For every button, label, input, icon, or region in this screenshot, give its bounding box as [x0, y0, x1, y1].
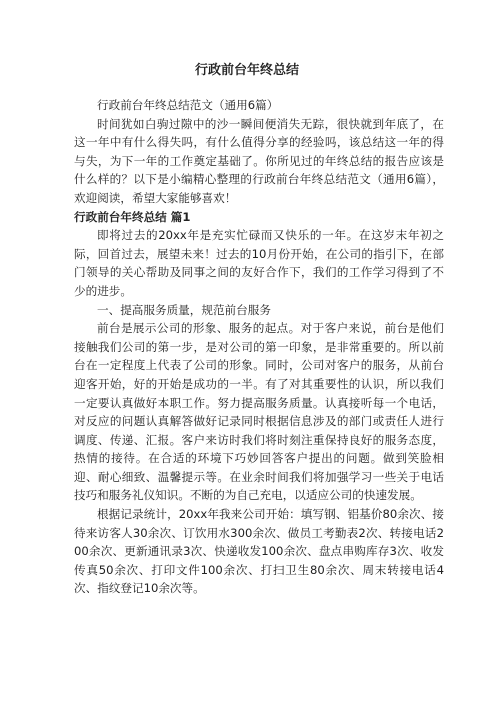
body-paragraph: 即将过去的20xx年是充实忙碌而又快乐的一年。在这岁末年初之际，回首过去，展望未来！过去的10月份开始，在公司的指引下，在部门领导的关心帮助及同事之间的友好合作下，我们的工作学习得到了不少的进步。 [74, 228, 444, 298]
body-paragraph: 根据记录统计，20xx年我来公司开始：填写钢、铝基价80余次、接待来访客人30余次、订饮用水300余次、做员工考勤表2次、转接电话200余次、更新通讯录3次、快递收发100余次、盘点串购库存3次、收发传真50余次、打印文件100余次、打扫卫生80余次、周末转接电话4次、指纹登记10余次等。 [74, 507, 444, 596]
document-title: 行政前台年终总结 [194, 63, 299, 78]
section-heading: 行政前台年终总结 篇1 [74, 209, 191, 224]
document-subtitle: 行政前台年终总结范文（通用6篇） [97, 98, 279, 112]
body-paragraph: 前台是展示公司的形象、服务的起点。对于客户来说，前台是他们接触我们公司的第一步，是对公司的第一印象，是非常重要的。所以前台在一定程度上代表了公司的形象。同时，公司对客户的服务，从前台迎客开始，好的开始是成功的一半。有了对其重要性的认识，所以我们一定要认真做好本职工作。努力提高服务质量。认真接听每一个电话，对反应的问题认真解答做好记录同时根据信息涉及的部门或责任人进行调度、传递、汇报。客户来访时我们将时刻注重保持良好的服务态度，热情的接待。在合适的环境下巧妙回答客户提出的问题。做到笑脸相迎、耐心细致、温馨提示等。在业余时间我们将加强学习一些关于电话技巧和服务礼仪知识。不断的为自己充电，以适应公司的快速发展。 [74, 321, 444, 503]
intro-paragraph: 时间犹如白驹过隙中的沙一瞬间便消失无踪，很快就到年底了，在这一年中有什么得失吗，有什么值得分享的经验吗，该总结这一年的得与失，为下一年的工作奠定基础了。你所见过的年终总结的报告应该是什么样的？以下是小编精心整理的行政前台年终总结范文（通用6篇），欢迎阅读，希望大家能够喜欢！ [74, 116, 444, 205]
subsection-heading: 一、提高服务质量，规范前台服务 [97, 302, 271, 317]
